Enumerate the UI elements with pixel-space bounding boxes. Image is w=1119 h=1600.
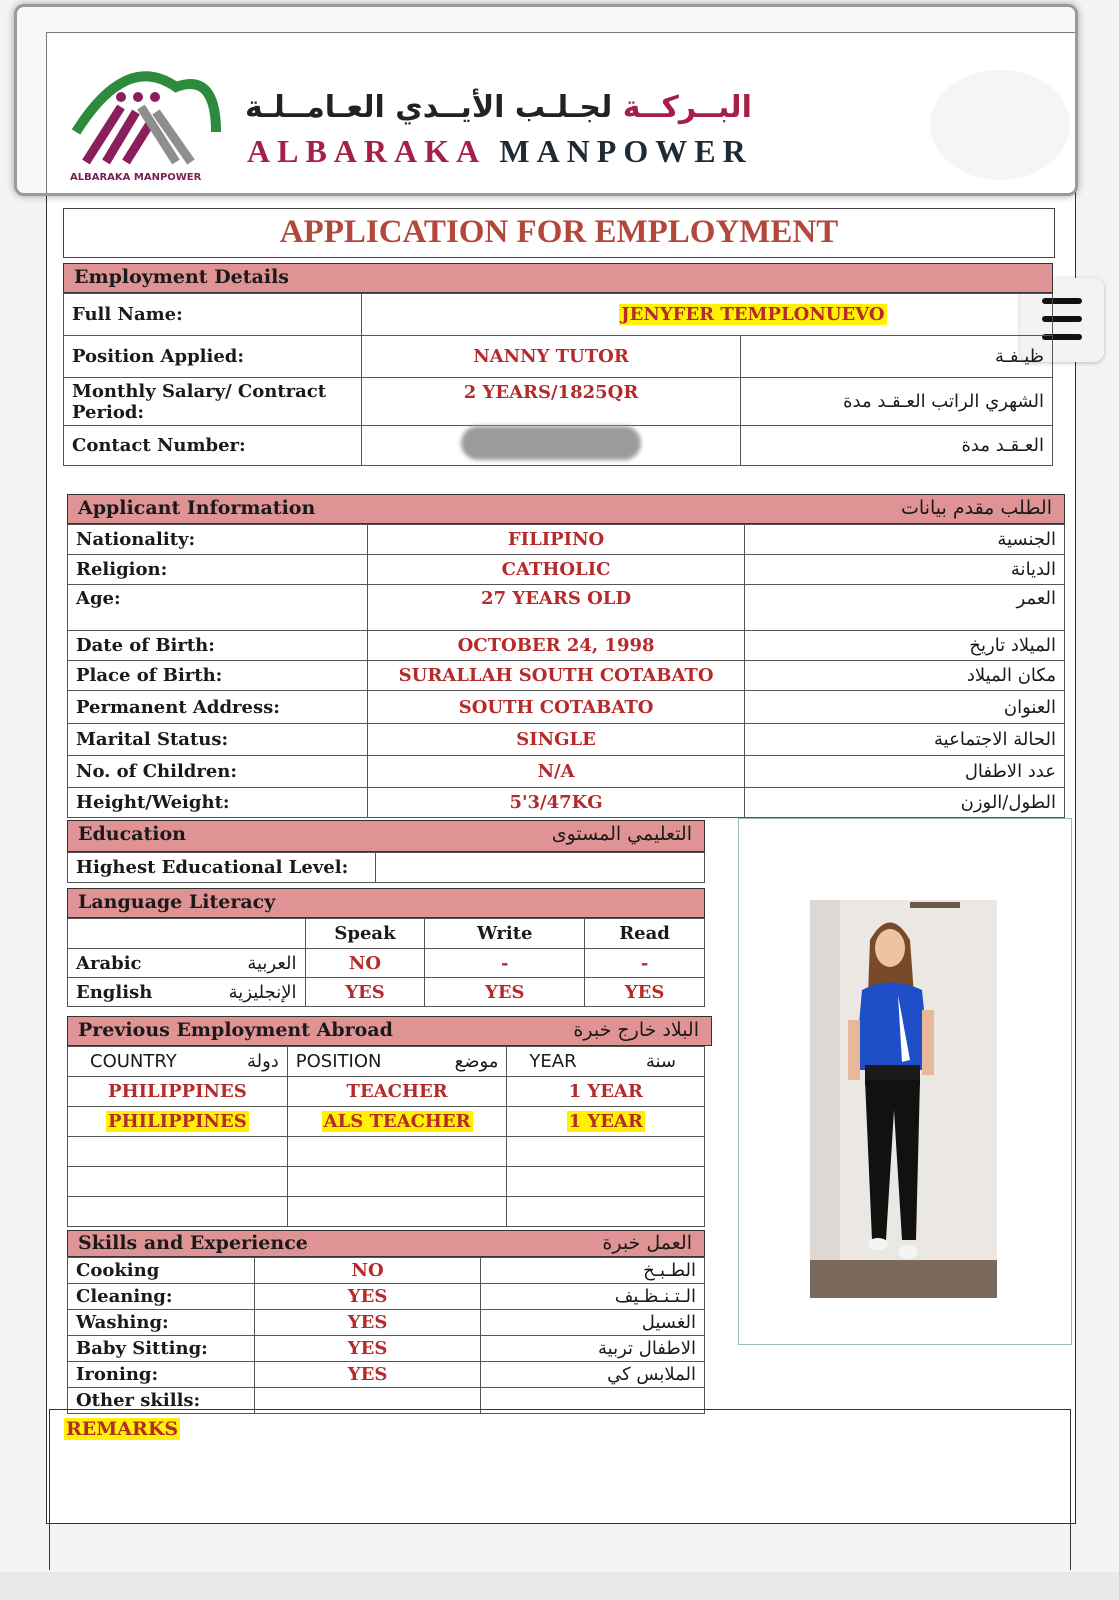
skill-label: Baby Sitting: (68, 1336, 255, 1362)
language-name: Arabic (76, 952, 142, 974)
nationality-label: Nationality: (68, 525, 368, 555)
dob-value: OCTOBER 24, 1998 (367, 631, 745, 661)
skill-label-ar: الملابس كي (481, 1362, 705, 1388)
company-name-arabic (245, 90, 805, 125)
applicant-info-table (67, 524, 1065, 818)
col-position (287, 1047, 507, 1077)
age-value: 27 YEARS OLD (367, 585, 745, 631)
remarks-box (49, 1409, 1071, 1570)
height-weight-label: Height/Weight: (68, 788, 368, 818)
section-title-ar: البلاد خارج خبرة (573, 1019, 699, 1041)
empty-cell (68, 1197, 288, 1227)
job-year (507, 1107, 705, 1137)
religion-label: Religion: (68, 555, 368, 585)
empty-cell (68, 1137, 288, 1167)
section-title: Applicant Information (78, 497, 316, 519)
employment-details-table (63, 293, 1053, 466)
english-write: YES (425, 978, 585, 1007)
skill-label-ar: الطـبـخ (481, 1258, 705, 1284)
skill-label-ar: الغسيل (481, 1310, 705, 1336)
section-employment-details (63, 263, 1053, 293)
language-english (68, 978, 306, 1007)
previous-employment-table (67, 1046, 705, 1227)
skill-label-ar: الـتـنـظـيف (481, 1284, 705, 1310)
skill-label: Washing: (68, 1310, 255, 1336)
education-table (67, 852, 705, 883)
dob-label-ar: الميلاد تاريخ (745, 631, 1065, 661)
skill-value: YES (254, 1310, 481, 1336)
remarks-text: REMARKS (66, 1418, 179, 1440)
col-write: Write (425, 919, 585, 949)
section-language-literacy (67, 888, 705, 918)
job-country: PHILIPPINES (68, 1077, 288, 1107)
language-col-blank (68, 919, 306, 949)
col-position-label: POSITION (295, 1051, 382, 1072)
job-country-text: PHILIPPINES (108, 1111, 247, 1132)
education-level-label: Highest Educational Level: (68, 853, 376, 883)
skill-label: Other skills: (68, 1388, 255, 1414)
full-name-text: JENYFER TEMPLONUEVO (621, 304, 885, 325)
skill-value: YES (254, 1362, 481, 1388)
nationality-label-ar: الجنسية (745, 525, 1065, 555)
language-name: English (76, 981, 153, 1003)
section-title-ar: العمل خبرة (602, 1232, 692, 1254)
job-year-text: 1 YEAR (568, 1111, 643, 1132)
section-education (67, 820, 705, 852)
section-title-ar: التعليمي المستوى (551, 823, 692, 845)
section-title-ar: الطلب مقدم بيانات (901, 497, 1052, 519)
job-position-text: ALS TEACHER (323, 1111, 471, 1132)
empty-cell (68, 1167, 288, 1197)
section-title: Language Literacy (78, 891, 276, 913)
skill-label: Cooking (68, 1258, 255, 1284)
empty-cell (287, 1167, 507, 1197)
section-title: Education (78, 823, 186, 845)
salary-value: 2 YEARS/1825QR (361, 378, 741, 426)
applicant-photo-image (810, 900, 997, 1298)
company-name-first: ALBARAKA (247, 133, 485, 169)
position-label-ar: ظيـفـة (741, 336, 1053, 378)
language-arabic (68, 949, 306, 978)
english-speak: YES (305, 978, 425, 1007)
section-title: Skills and Experience (78, 1232, 308, 1254)
contact-redacted (461, 426, 641, 460)
skill-label: Ironing: (68, 1362, 255, 1388)
remarks-label (64, 1418, 180, 1440)
form-title: APPLICATION FOR EMPLOYMENT (63, 208, 1055, 258)
height-weight-value: 5'3/47KG (367, 788, 745, 818)
section-previous-employment (67, 1016, 712, 1046)
section-applicant-information (67, 494, 1065, 524)
position-value: NANNY TUTOR (361, 336, 741, 378)
job-country (68, 1107, 288, 1137)
skill-label: Cleaning: (68, 1284, 255, 1310)
col-country-ar: دولة (246, 1051, 279, 1072)
job-position: TEACHER (287, 1077, 507, 1107)
children-value: N/A (367, 756, 745, 788)
language-name-ar: الإنجليزية (228, 981, 297, 1003)
section-title: Previous Employment Abroad (78, 1019, 393, 1041)
section-skills (67, 1230, 705, 1257)
col-country-label: COUNTRY (90, 1051, 177, 1072)
empty-cell (287, 1137, 507, 1167)
section-title: Employment Details (74, 266, 289, 288)
skill-value: YES (254, 1336, 481, 1362)
bottom-strip (0, 1572, 1119, 1600)
position-label: Position Applied: (64, 336, 362, 378)
arabic-write: - (425, 949, 585, 978)
height-weight-label-ar: الطول/الوزن (745, 788, 1065, 818)
pob-label-ar: مكان الميلاد (745, 661, 1065, 691)
religion-label-ar: الديانة (745, 555, 1065, 585)
col-speak: Speak (305, 919, 425, 949)
empty-cell (287, 1197, 507, 1227)
skill-value: YES (254, 1284, 481, 1310)
col-year (507, 1047, 705, 1077)
full-name-value (361, 294, 1052, 336)
children-label-ar: عدد الاطفال (745, 756, 1065, 788)
marital-label-ar: الحالة الاجتماعية (745, 724, 1065, 756)
watermark-logo (930, 70, 1070, 180)
dob-label: Date of Birth: (68, 631, 368, 661)
logo-caption: ALBARAKA MANPOWER (70, 172, 202, 183)
pob-label: Place of Birth: (68, 661, 368, 691)
company-name-arabic-red: البــركــة (622, 90, 752, 125)
col-country (68, 1047, 288, 1077)
marital-label: Marital Status: (68, 724, 368, 756)
company-name-second: MANPOWER (499, 133, 753, 169)
pob-value: SURALLAH SOUTH COTABATO (367, 661, 745, 691)
skill-label-ar: الاطفال تربية (481, 1336, 705, 1362)
empty-cell (507, 1137, 705, 1167)
age-label-ar: العمر (745, 585, 1065, 631)
job-year: 1 YEAR (507, 1077, 705, 1107)
children-label: No. of Children: (68, 756, 368, 788)
nationality-value: FILIPINO (367, 525, 745, 555)
empty-cell (507, 1167, 705, 1197)
company-name (247, 133, 753, 170)
marital-value: SINGLE (367, 724, 745, 756)
company-logo-icon (66, 62, 226, 182)
salary-label: Monthly Salary/ Contract Period: (64, 378, 362, 426)
address-value: SOUTH COTABATO (367, 691, 745, 724)
age-label: Age: (68, 585, 368, 631)
contact-value (361, 426, 741, 466)
job-position (287, 1107, 507, 1137)
company-name-arabic-rest: لجـلـب الأيــدي العـامــلـة (245, 90, 623, 125)
arabic-speak: NO (305, 949, 425, 978)
address-label-ar: العنوان (745, 691, 1065, 724)
empty-cell (507, 1197, 705, 1227)
full-name-label: Full Name: (64, 294, 362, 336)
applicant-photo (810, 900, 997, 1298)
arabic-read: - (585, 949, 705, 978)
contact-label-ar: العـقـد مدة (741, 426, 1053, 466)
english-read: YES (585, 978, 705, 1007)
contact-label: Contact Number: (64, 426, 362, 466)
salary-label-ar: الشهري الراتب العـقـد مدة (741, 378, 1053, 426)
address-label: Permanent Address: (68, 691, 368, 724)
religion-value: CATHOLIC (367, 555, 745, 585)
skills-table (67, 1257, 705, 1414)
col-position-ar: موضع (454, 1051, 499, 1072)
language-name-ar: العربية (247, 952, 297, 974)
language-table (67, 918, 705, 1007)
col-year-label: YEAR (529, 1051, 577, 1072)
col-read: Read (585, 919, 705, 949)
col-year-ar: سنة (645, 1051, 676, 1072)
education-level-value (375, 853, 704, 883)
skill-value: NO (254, 1258, 481, 1284)
